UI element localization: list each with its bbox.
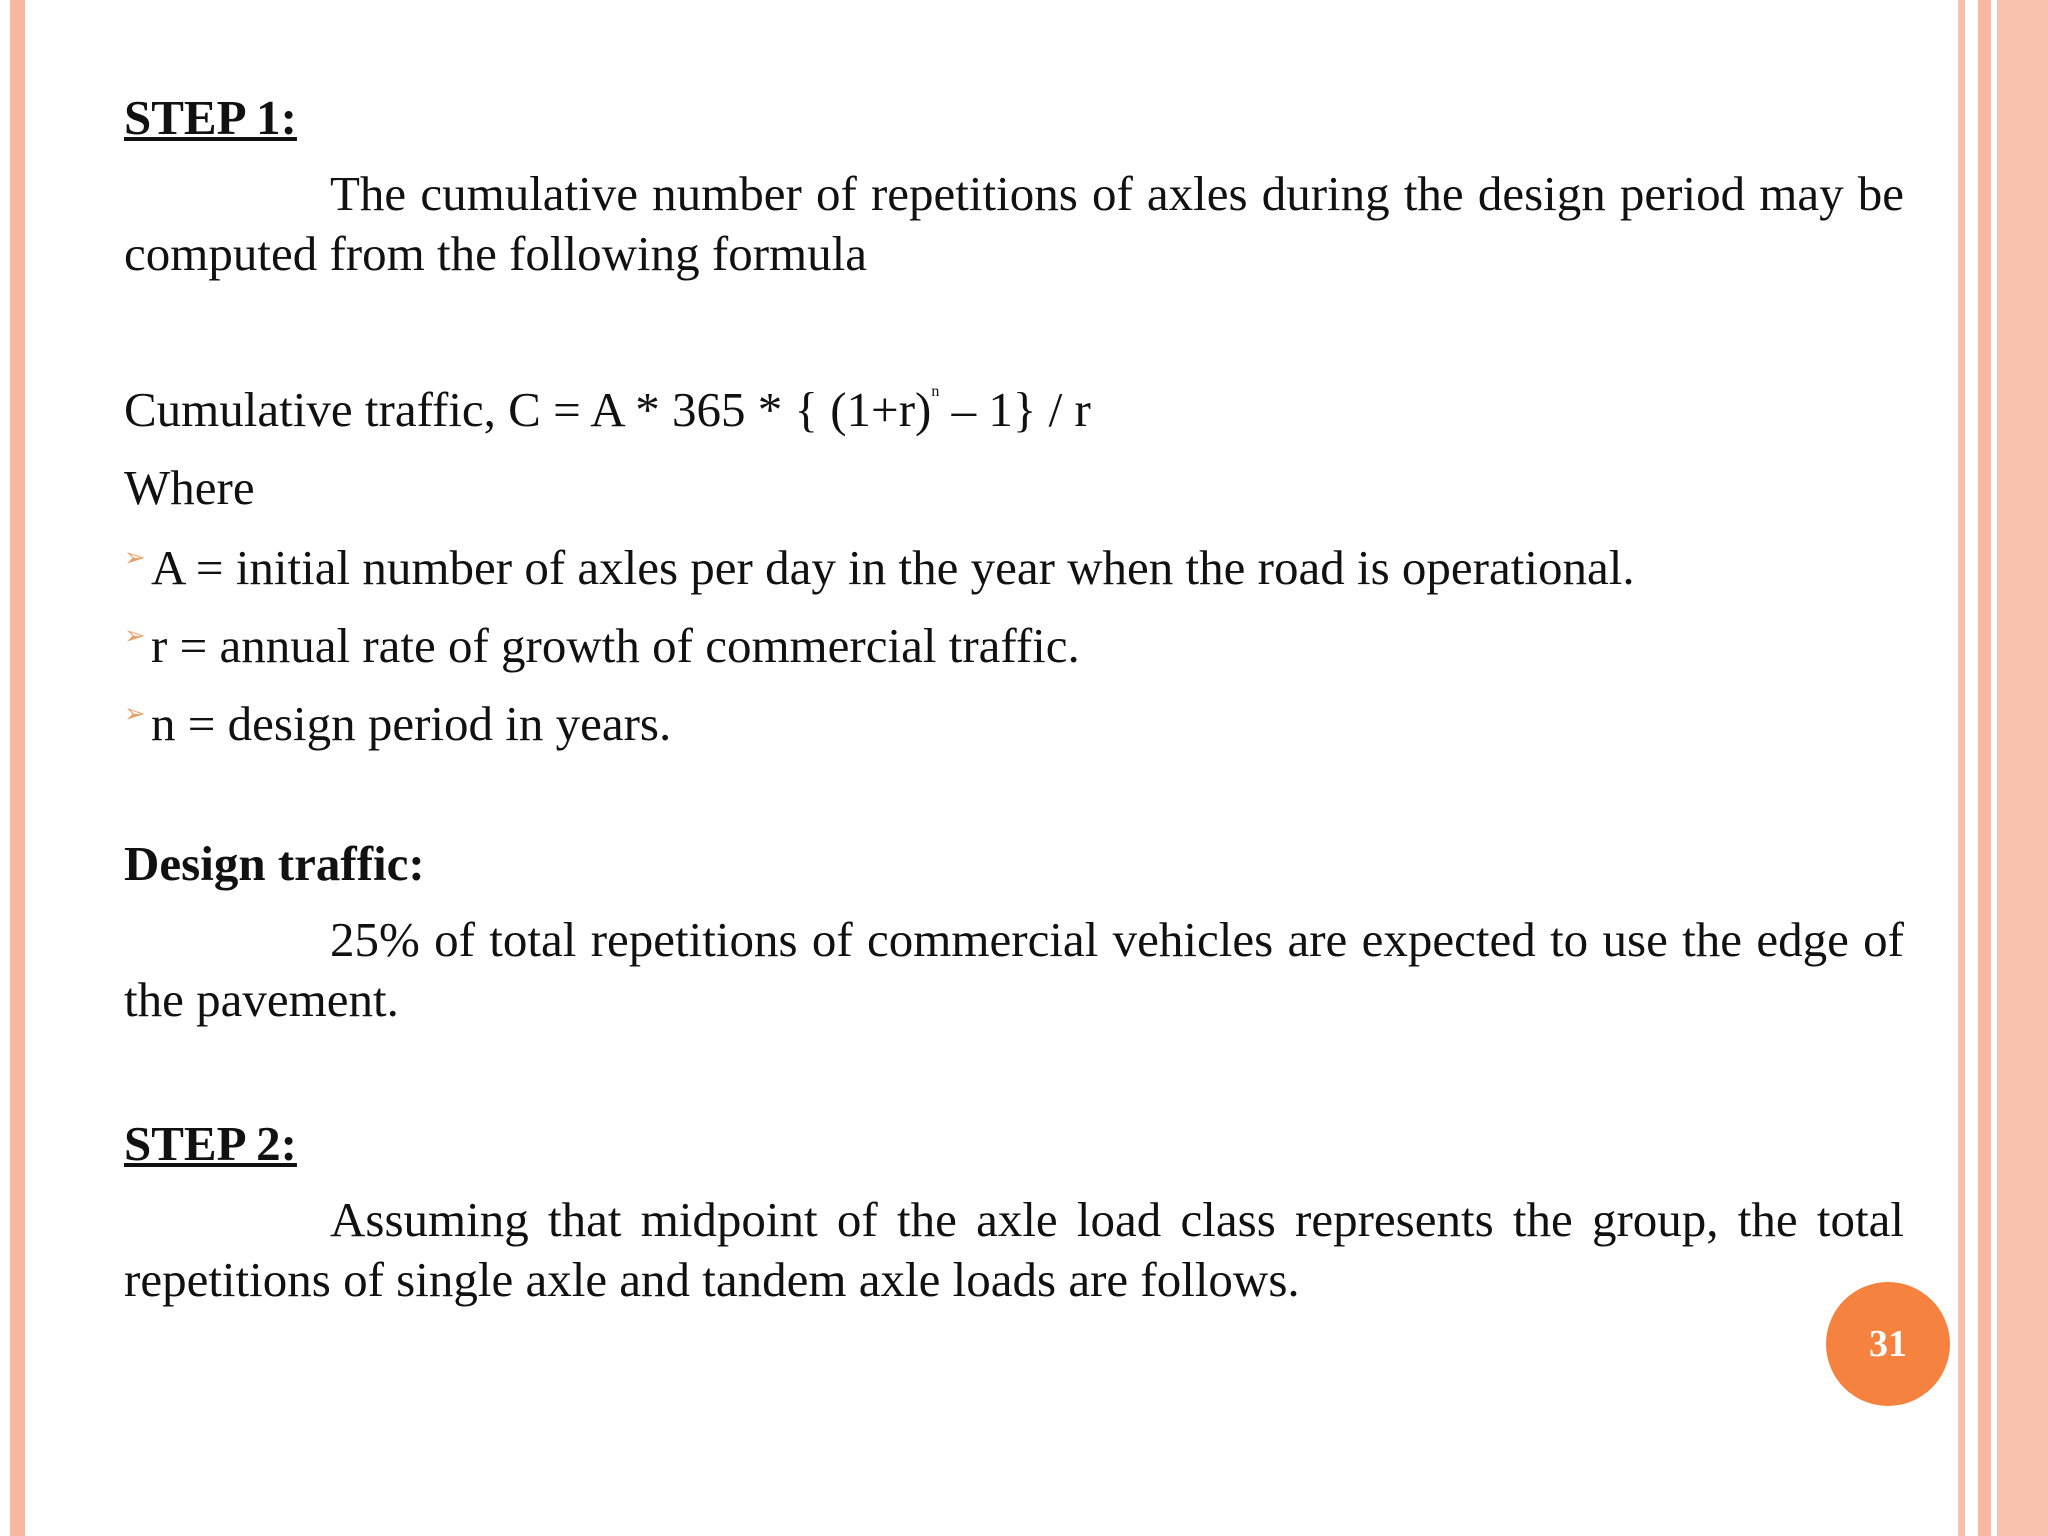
definition-text: A = initial number of axles per day in the year when the road is operational.	[151, 540, 1635, 595]
step1-heading: STEP 1:	[124, 90, 297, 145]
step2-section	[124, 1114, 1904, 1310]
right-decorative-stripe-thin	[1958, 0, 1965, 1536]
definition-text: r = annual rate of growth of commercial traffic.	[151, 618, 1080, 673]
list-item	[124, 538, 1904, 598]
list-item	[124, 694, 1904, 754]
definition-text: n = design period in years.	[151, 696, 672, 751]
list-item	[124, 616, 1904, 676]
formula-suffix: – 1} / r	[939, 382, 1091, 437]
arrow-bullet-icon: ➢	[124, 543, 146, 573]
right-decorative-stripe-medium	[1978, 0, 1991, 1536]
step2-paragraph: Assuming that midpoint of the axle load class represents the group, the total repetitions of single axle and tandem axle loads are follows.	[124, 1192, 1904, 1307]
left-decorative-stripe	[10, 0, 25, 1536]
step1-paragraph: The cumulative number of repetitions of axles during the design period may be computed from the following formula	[124, 166, 1904, 281]
page-number-badge: 31	[1826, 1282, 1950, 1406]
definition-list	[124, 538, 1904, 754]
right-decorative-stripe-wide	[1997, 0, 2048, 1536]
design-traffic-heading: Design traffic:	[124, 836, 425, 891]
design-traffic-paragraph: 25% of total repetitions of commercial vehicles are expected to use the edge of the pavement.	[124, 912, 1904, 1027]
where-label: Where	[124, 460, 255, 515]
arrow-bullet-icon: ➢	[124, 699, 146, 729]
design-traffic-section	[124, 834, 1904, 1030]
step1-section	[124, 88, 1904, 284]
step2-heading: STEP 2:	[124, 1116, 297, 1171]
slide-content	[124, 88, 1904, 1310]
cumulative-traffic-formula	[124, 380, 1904, 440]
formula-prefix: Cumulative traffic, C = A * 365 * { (1+r)	[124, 382, 932, 437]
formula-exponent: n	[931, 383, 940, 400]
arrow-bullet-icon: ➢	[124, 621, 146, 651]
